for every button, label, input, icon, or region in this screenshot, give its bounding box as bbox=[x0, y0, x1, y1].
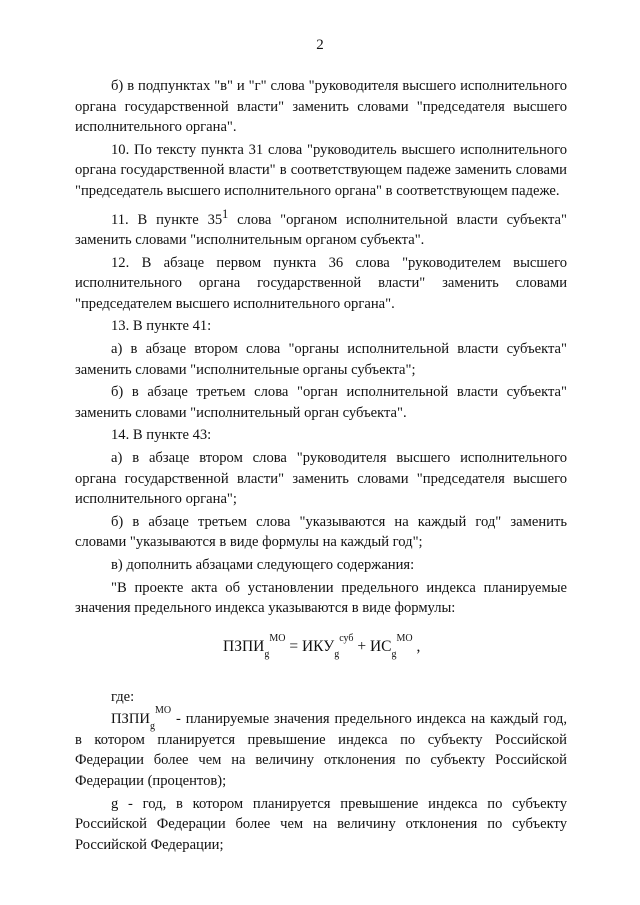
definition-g: g - год, в котором планируется превышение индекса по субъекту Российской Федерации более чем на величину отклонения по субъекту Российской Федерации; bbox=[75, 795, 567, 853]
paragraph-11-start: 11. В пункте 35 bbox=[111, 211, 223, 228]
formula-term-2: ИС bbox=[369, 637, 392, 655]
definition-pzpi-sup: МО bbox=[154, 705, 172, 717]
paragraph-14-heading: 14. В пункте 43: bbox=[111, 427, 212, 444]
where-label: где: bbox=[111, 688, 135, 705]
formula bbox=[223, 632, 421, 660]
definition-pzpi bbox=[75, 705, 567, 791]
formula-intro: "В проекте акта об установлении предельного индекса планируемые значения предельного индекса указываются в виде формулы: bbox=[75, 579, 567, 617]
definition-pzpi-term: ПЗПИ bbox=[111, 711, 150, 728]
definition-pzpi-text: - планируемые значения предельного индекса на каждый год, в котором планируется превышение индекса по субъекту Российской Федерации более чем на величину отклонения по субъекту Российской Федерации (процентов); bbox=[75, 711, 567, 790]
paragraph-12: 12. В абзаце первом пункта 36 слова "руководителем высшего исполнительного органа государственной власти" заменить словами "председателем высшего исполнительного органа". bbox=[75, 254, 567, 312]
formula-lhs: ПЗПИ bbox=[223, 637, 265, 655]
formula-term-1-sub: g bbox=[334, 648, 340, 660]
paragraph-14-a: а) в абзаце втором слова "руководителя высшего исполнительного органа государственной власти" заменить словами "председателя высшего исполнительного органа"; bbox=[75, 449, 567, 508]
definition-pzpi-sub: g bbox=[149, 721, 155, 733]
paragraph-13-heading: 13. В пункте 41: bbox=[111, 318, 212, 335]
formula-term-1-sup: суб bbox=[339, 632, 354, 644]
page-number: 2 bbox=[316, 37, 324, 53]
document-body bbox=[75, 76, 567, 855]
formula-block bbox=[75, 623, 567, 677]
formula-plus: + bbox=[353, 637, 370, 655]
paragraph-b-subitems: б) в подпунктах "в" и "г" слова "руководителя высшего исполнительного органа государственной власти" заменить словами "председателя высшего исполнительного органа". bbox=[75, 78, 567, 136]
paragraph-13-a: а) в абзаце втором слова "органы исполнительной власти субъекта" заменить словами "исполнительные органы субъекта"; bbox=[75, 340, 567, 378]
paragraph-10: 10. По тексту пункта 31 слова "руководитель высшего исполнительного органа государственной власти" в соответствующем падеже заменить словами "председатель высшего исполнительного органа" в соответствующем падеже. bbox=[75, 141, 567, 199]
formula-equals: = bbox=[285, 637, 302, 655]
formula-lhs-sup: МО bbox=[269, 632, 286, 644]
formula-term-2-sup: МО bbox=[396, 632, 413, 644]
paragraph-13-b: б) в абзаце третьем слова "орган исполнительной власти субъекта" заменить словами "исполнительный орган субъекта". bbox=[75, 384, 567, 421]
paragraph-14-b: б) в абзаце третьем слова "указываются на каждый год" заменить словами "указываются в виде формулы на каждый год"; bbox=[75, 513, 567, 551]
formula-lhs-sub: g bbox=[264, 648, 270, 660]
formula-term-2-sub: g bbox=[391, 648, 397, 660]
paragraph-14-v: в) дополнить абзацами следующего содержания: bbox=[111, 556, 415, 573]
formula-term-1: ИКУ bbox=[301, 637, 335, 655]
paragraph-11-superscript: 1 bbox=[222, 206, 229, 221]
formula-tail: , bbox=[412, 637, 421, 655]
paragraph-11 bbox=[75, 204, 567, 251]
paragraph-11-rest: слова "органом исполнительной власти субъекта" заменить словами "исполнительным органом субъекта". bbox=[75, 211, 567, 249]
